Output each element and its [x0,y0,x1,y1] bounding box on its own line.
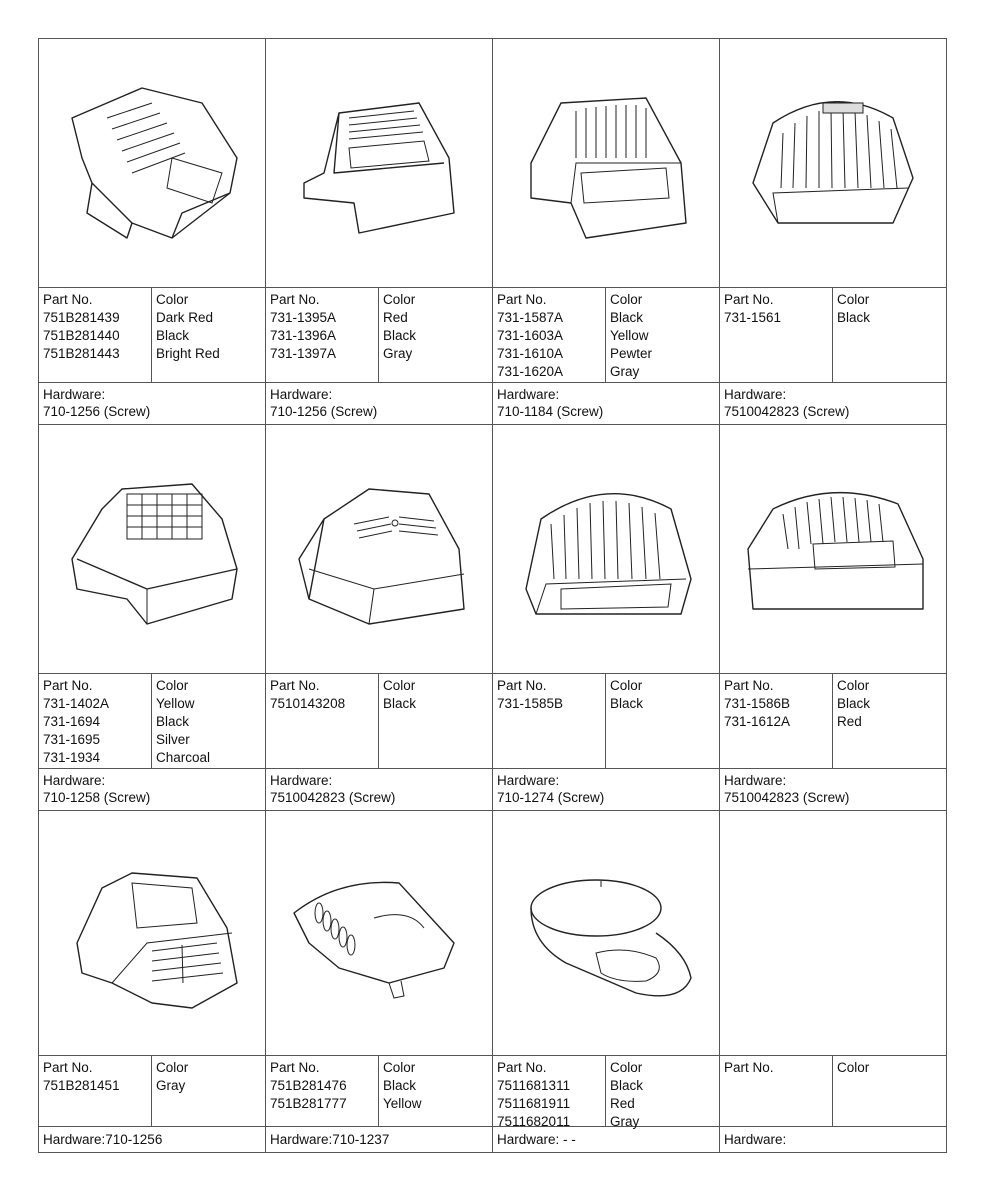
color-column [605,1056,719,1129]
color-value: Dark Red [156,310,214,325]
color-value: Black [383,328,417,343]
part-number: 731-1395A [270,310,337,325]
part-number: 7511681911 [497,1096,571,1111]
part-no-header: Part No. [724,1060,774,1075]
part-number-column [720,1056,832,1126]
color-value: Black [383,696,417,711]
color-value: Charcoal [156,750,211,765]
parts-list [39,287,265,382]
hardware-value: 710-1184 (Screw) [497,404,604,419]
shroud-7-icon [506,449,706,649]
part-number: 751B281443 [43,346,120,361]
parts-list [493,287,719,382]
part-cell [266,39,493,425]
grid-row [39,811,947,1153]
part-image [493,425,719,673]
shroud-5-icon [52,449,252,649]
part-number: 731-1694 [43,714,101,729]
part-number: 731-1561 [724,310,782,325]
color-header: Color [156,1060,189,1075]
part-cell [39,39,266,425]
part-number: 731-1585B [497,696,564,711]
part-image [266,425,492,673]
hardware-info [266,768,492,810]
color-column [151,288,265,382]
color-column [378,1056,492,1126]
part-cell [493,811,720,1153]
part-number: 731-1934 [43,750,101,765]
hardware-value: Hardware: - - [497,1132,576,1147]
color-value: Pewter [610,346,653,361]
hardware-value: 7510042823 (Screw) [270,790,396,805]
hardware-info [39,382,265,424]
part-number: 731-1603A [497,328,564,343]
hardware-value: 710-1274 (Screw) [497,790,605,805]
part-no-header: Part No. [497,292,547,307]
part-number-column [266,674,378,768]
color-column [832,288,946,382]
parts-list [720,287,946,382]
part-no-header: Part No. [43,1060,93,1075]
part-number-column [493,288,605,382]
parts-list [720,1055,946,1126]
color-value: Yellow [383,1096,422,1111]
shroud-10-icon [279,833,479,1033]
color-header: Color [837,678,870,693]
color-column [832,674,946,768]
color-value: Red [837,714,862,729]
part-image [720,39,946,287]
part-number: 731-1695 [43,732,101,747]
color-header: Color [156,292,189,307]
hardware-label: Hardware: [43,773,106,788]
color-column [151,1056,265,1126]
color-column [378,674,492,768]
color-value: Silver [156,732,190,747]
part-number-column [39,1056,151,1126]
shroud-9-icon [52,833,252,1033]
hardware-value: 710-1256 (Screw) [43,404,151,419]
hardware-value: 7510042823 (Screw) [724,404,850,419]
part-image [39,811,265,1055]
part-number: 731-1402A [43,696,110,711]
parts-list [493,673,719,768]
parts-sheet [38,38,942,1163]
parts-list [493,1055,719,1129]
shroud-1-icon [52,63,252,263]
part-number: 751B281777 [270,1096,347,1111]
hardware-label: Hardware: [724,773,787,788]
color-value: Gray [156,1078,186,1093]
part-number: 731-1396A [270,328,337,343]
hardware-label: Hardware: [724,387,787,402]
color-column [151,674,265,768]
color-value: Black [156,328,190,343]
part-number: 751B281440 [43,328,120,343]
hardware-info [493,768,719,810]
hardware-info [39,1126,265,1152]
grid-row [39,39,947,425]
part-number-column [39,288,151,382]
color-header: Color [837,1060,870,1075]
part-number: 731-1586B [724,696,791,711]
part-number-column [266,288,378,382]
part-number: 751B281439 [43,310,120,325]
color-value: Black [610,696,644,711]
color-header: Color [610,1060,643,1075]
color-value: Gray [610,1114,640,1129]
color-value: Gray [610,364,640,379]
part-no-header: Part No. [43,678,93,693]
part-cell [39,425,266,811]
color-value: Black [383,1078,417,1093]
parts-list [266,673,492,768]
part-no-header: Part No. [270,292,320,307]
part-number: 731-1620A [497,364,564,379]
color-value: Black [610,310,644,325]
color-value: Black [837,310,871,325]
part-number: 751B281451 [43,1078,120,1093]
color-value: Red [610,1096,635,1111]
part-number-column [39,674,151,768]
hardware-label: Hardware: [270,387,333,402]
part-no-header: Part No. [497,1060,547,1075]
part-number: 731-1612A [724,714,791,729]
color-column [605,288,719,382]
part-cell [493,39,720,425]
part-no-header: Part No. [43,292,93,307]
hardware-label: Hardware: [497,773,560,788]
hardware-info [266,382,492,424]
hardware-info [720,382,946,424]
color-value: Bright Red [156,346,220,361]
hardware-value: 710-1258 (Screw) [43,790,151,805]
part-cell [266,425,493,811]
parts-list [266,1055,492,1126]
color-header: Color [610,678,643,693]
color-value: Yellow [610,328,649,343]
part-no-header: Part No. [724,292,774,307]
hardware-info [720,768,946,810]
color-value: Red [383,310,408,325]
shroud-6-icon [279,449,479,649]
color-value: Yellow [156,696,195,711]
parts-list [39,673,265,768]
shroud-11-icon [506,833,706,1033]
color-header: Color [156,678,189,693]
color-column [378,288,492,382]
part-no-header: Part No. [724,678,774,693]
part-number: 731-1397A [270,346,337,361]
color-header: Color [837,292,870,307]
hardware-value: Hardware:710-1237 [270,1132,390,1147]
hardware-info [493,382,719,424]
part-number: 731-1610A [497,346,564,361]
shroud-3-icon [506,63,706,263]
part-number: 7511681311 [497,1078,571,1093]
part-number-column [493,1056,605,1129]
part-number: 7511682011 [497,1114,571,1129]
color-column [832,1056,946,1126]
part-no-header: Part No. [270,1060,320,1075]
color-header: Color [383,678,416,693]
parts-list [39,1055,265,1126]
hardware-value: Hardware: [724,1132,787,1147]
hardware-label: Hardware: [43,387,106,402]
part-image [39,39,265,287]
hardware-value: Hardware:710-1256 [43,1132,163,1147]
part-number-column [493,674,605,768]
part-image-empty [720,811,946,1055]
shroud-4-icon [733,63,933,263]
grid-row [39,425,947,811]
color-header: Color [610,292,643,307]
hardware-info [720,1126,946,1152]
color-header: Color [383,292,416,307]
hardware-label: Hardware: [270,773,333,788]
part-number: 731-1587A [497,310,564,325]
part-image [493,39,719,287]
hardware-value: 710-1256 (Screw) [270,404,378,419]
part-cell [493,425,720,811]
part-image [266,39,492,287]
color-value: Black [610,1078,644,1093]
part-image [720,425,946,673]
color-column [605,674,719,768]
part-cell [720,425,947,811]
part-number-column [266,1056,378,1126]
part-image [266,811,492,1055]
part-no-header: Part No. [270,678,320,693]
part-image [493,811,719,1055]
color-value: Black [156,714,190,729]
part-number-column [720,674,832,768]
part-image [39,425,265,673]
part-cell [266,811,493,1153]
parts-list [266,287,492,382]
part-number: 7510143208 [270,696,346,711]
part-cell [720,39,947,425]
color-header: Color [383,1060,416,1075]
shroud-8-icon [733,449,933,649]
part-number-column [720,288,832,382]
hardware-info [266,1126,492,1152]
part-no-header: Part No. [497,678,547,693]
parts-list [720,673,946,768]
color-value: Gray [383,346,413,361]
hardware-label: Hardware: [497,387,560,402]
shroud-2-icon [279,63,479,263]
hardware-value: 7510042823 (Screw) [724,790,850,805]
hardware-info [39,768,265,810]
color-value: Black [837,696,871,711]
part-cell-empty [720,811,947,1153]
parts-grid [38,38,947,1153]
part-cell [39,811,266,1153]
part-number: 751B281476 [270,1078,347,1093]
